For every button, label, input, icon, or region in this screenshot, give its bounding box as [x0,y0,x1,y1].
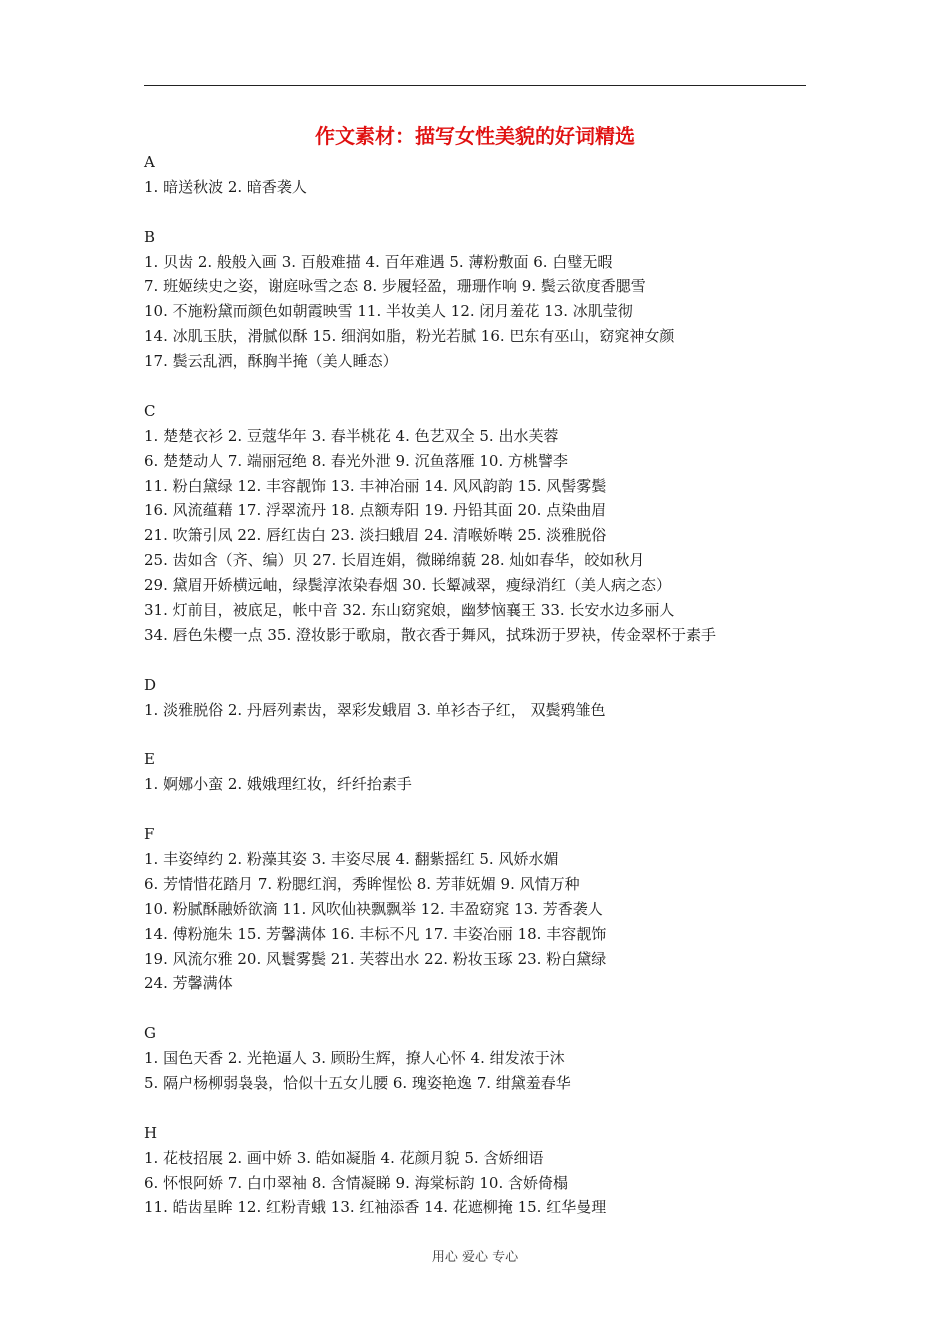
word-line: 25. 齿如含（齐、编）贝 27. 长眉连娟，微睇绵藐 28. 灿如春华，皎如秋月 [144,551,645,570]
word-line: 14. 傅粉施朱 15. 芳馨满体 16. 丰标不凡 17. 丰姿冶丽 18. 丰容靓饰 [144,924,607,943]
section-c [144,399,824,648]
word-line: 24. 芳馨满体 [144,974,233,993]
word-line: 11. 皓齿星眸 12. 红粉青蛾 13. 红袖添香 14. 花遮柳掩 15. 红华曼理 [144,1198,607,1217]
word-line: 17. 鬓云乱洒，酥胸半掩（美人睡态） [144,352,398,371]
page-title: 作文素材：描写女性美貌的好词精选 [315,124,635,148]
word-line: 19. 风流尔雅 20. 风鬟雾鬓 21. 芙蓉出水 22. 粉妆玉琢 23. 粉白黛绿 [144,949,607,968]
page-footer: 用心 爱心 专心 [431,1250,519,1265]
section-letter: F [144,825,155,844]
word-line: 6. 怀恨阿娇 7. 白巾翠袖 8. 含情凝睇 9. 海棠标韵 10. 含娇倚榻 [144,1173,569,1192]
word-line: 1. 暗送秋波 2. 暗香袭人 [144,177,307,196]
section-letter: E [144,750,155,769]
section-letter: B [144,227,156,246]
word-line: 1. 花枝招展 2. 画中娇 3. 皓如凝脂 4. 花颜月貌 5. 含娇细语 [144,1148,544,1167]
section-letter: H [144,1123,158,1142]
section-letter: A [144,153,155,171]
section-a [144,150,824,200]
word-line: 1. 婀娜小蛮 2. 娥娥理红妆，纤纤抬素手 [144,775,412,794]
word-line: 5. 隔户杨柳弱袅袅，恰似十五女儿腰 6. 瑰姿艳逸 7. 绀黛羞春华 [144,1073,571,1092]
section-h [144,1121,824,1221]
word-line: 1. 丰姿绰约 2. 粉藻其姿 3. 丰姿尽展 4. 翻紫摇红 5. 风娇水媚 [144,849,559,868]
word-line: 6. 芳情惜花踏月 7. 粉腮红润，秀眸惺忪 8. 芳菲妩媚 9. 风情万种 [144,874,580,893]
word-list [144,150,824,1245]
section-d [144,673,824,723]
word-line: 11. 粉白黛绿 12. 丰容靓饰 13. 丰神冶丽 14. 风风韵韵 15. 风髻雾鬓 [144,476,607,495]
word-line: 31. 灯前目，被底足，帐中音 32. 东山窈窕娘，幽梦恼襄王 33. 长安水边多丽人 [144,601,675,620]
word-line: 21. 吹箫引凤 22. 唇红齿白 23. 淡扫蛾眉 24. 清喉娇啭 25. 淡雅脱俗 [144,526,607,545]
word-line: 7. 班姬续史之姿，谢庭咏雪之态 8. 步履轻盈，珊珊作响 9. 鬓云欲度香腮雪 [144,277,646,296]
word-line: 10. 粉腻酥融娇欲滴 11. 风吹仙袂飘飘举 12. 丰盈窈窕 13. 芳香袭人 [144,899,603,918]
word-line: 29. 黛眉开娇横远岫，绿鬓淳浓染春烟 30. 长颦减翠，瘦绿消红（美人病之态） [144,576,672,595]
word-line: 16. 风流蕴藉 17. 浮翠流丹 18. 点额寿阳 19. 丹铅其面 20. 点染曲眉 [144,501,607,520]
section-f [144,822,824,996]
word-line: 1. 贝齿 2. 般般入画 3. 百般难描 4. 百年难遇 5. 薄粉敷面 6. 白璧无暇 [144,252,613,271]
section-b [144,225,824,374]
word-line: 1. 楚楚衣衫 2. 豆蔻华年 3. 春半桃花 4. 色艺双全 5. 出水芙蓉 [144,426,559,445]
section-letter: C [144,401,156,420]
section-e [144,747,824,797]
section-g [144,1021,824,1096]
section-letter: D [144,675,157,694]
header-rule [144,85,806,86]
word-line: 6. 楚楚动人 7. 端丽冠绝 8. 春光外泄 9. 沉鱼落雁 10. 方桃譬李 [144,451,569,470]
word-line: 1. 淡雅脱俗 2. 丹唇列素齿，翠彩发蛾眉 3. 单衫杏子红， 双鬓鸦雏色 [144,700,606,719]
word-line: 34. 唇色朱樱一点 35. 澄妆影于歌扇，散衣香于舞风，拭珠沥于罗袂，传金翠杯于素手 [144,625,717,644]
word-line: 10. 不施粉黛而颜色如朝霞映雪 11. 半妆美人 12. 闭月羞花 13. 冰肌莹彻 [144,302,633,321]
word-line: 14. 冰肌玉肤，滑腻似酥 15. 细润如脂，粉光若腻 16. 巴东有巫山，窈窕神女颜 [144,327,675,346]
word-line: 1. 国色天香 2. 光艳逼人 3. 顾盼生辉，撩人心怀 4. 绀发浓于沐 [144,1049,565,1068]
section-letter: G [144,1024,156,1043]
